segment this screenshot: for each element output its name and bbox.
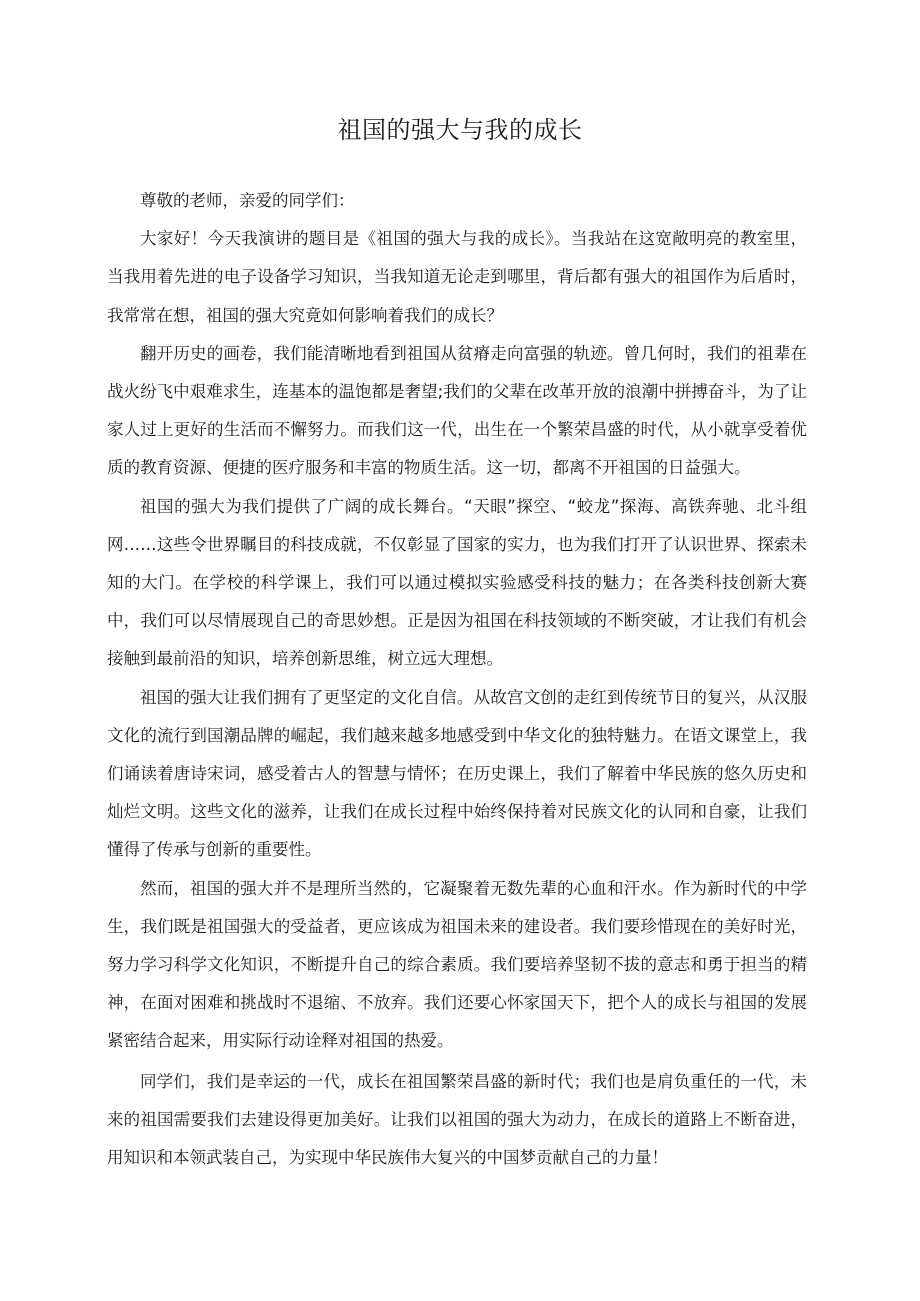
- document-title: 祖国的强大与我的成长: [337, 116, 583, 144]
- greeting: 尊敬的老师，亲爱的同学们：: [140, 191, 355, 210]
- paragraph-4: 祖国的强大让我们拥有了更坚定的文化自信。从故宫文创的走红到传统节日的复兴，从汉服文化的流行到国潮品牌的崛起，我们越来越多地感受到中华文化的独特魅力。在语文课堂上，我们诵读着唐诗宋词，感受着古人的智慧与情怀；在历史课上，我们了解着中华民族的悠久历史和灿烂文明。这些文化的滋养，让我们在成长过程中始终保持着对民族文化的认同和自豪，让我们懂得了传承与创新的重要性。: [107, 687, 807, 860]
- paragraph-6: 同学们，我们是幸运的一代，成长在祖国繁荣昌盛的新时代；我们也是肩负重任的一代，未来的祖国需要我们去建设得更加美好。让我们以祖国的强大为动力，在成长的道路上不断奋进，用知识和本领武装自己，为实现中华民族伟大复兴的中国梦贡献自己的力量！: [107, 1071, 807, 1168]
- paragraph-1: 大家好！今天我演讲的题目是《祖国的强大与我的成长》。当我站在这宽敞明亮的教室里，当我用着先进的电子设备学习知识，当我知道无论走到哪里，背后都有强大的祖国作为后盾时，我常常在想，祖国的强大究竟如何影响着我们的成长？: [107, 229, 807, 325]
- paragraph-3: 祖国的强大为我们提供了广阔的成长舞台。“天眼”探空、“蛟龙”探海、高铁奔驰、北斗组网……这些令世界瞩目的科技成就，不仅彰显了国家的实力，也为我们打开了认识世界、探索未知的大门。在学校的科学课上，我们可以通过模拟实验感受科技的魅力；在各类科技创新大赛中，我们可以尽情展现自己的奇思妙想。正是因为祖国在科技领域的不断突破，才让我们有机会接触到最前沿的知识，培养创新思维，树立远大理想。: [107, 496, 807, 669]
- paragraph-5: 然而，祖国的强大并不是理所当然的，它凝聚着无数先辈的心血和汗水。作为新时代的中学生，我们既是祖国强大的受益者，更应该成为祖国未来的建设者。我们要珍惜现在的美好时光，努力学习科学文化知识，不断提升自己的综合素质。我们要培养坚韧不拔的意志和勇于担当的精神，在面对困难和挑战时不退缩、不放弃。我们还要心怀家国天下，把个人的成长与祖国的发展紧密结合起来，用实际行动诠释对祖国的热爱。: [107, 878, 807, 1051]
- document-body: [107, 182, 807, 1177]
- paragraph-2: 翻开历史的画卷，我们能清晰地看到祖国从贫瘠走向富强的轨迹。曾几何时，我们的祖辈在战火纷飞中艰难求生，连基本的温饱都是奢望;我们的父辈在改革开放的浪潮中拼搏奋斗，为了让家人过上更好的生活而不懈努力。而我们这一代，出生在一个繁荣昌盛的时代，从小就享受着优质的教育资源、便捷的医疗服务和丰富的物质生活。这一切，都离不开祖国的日益强大。: [107, 343, 807, 478]
